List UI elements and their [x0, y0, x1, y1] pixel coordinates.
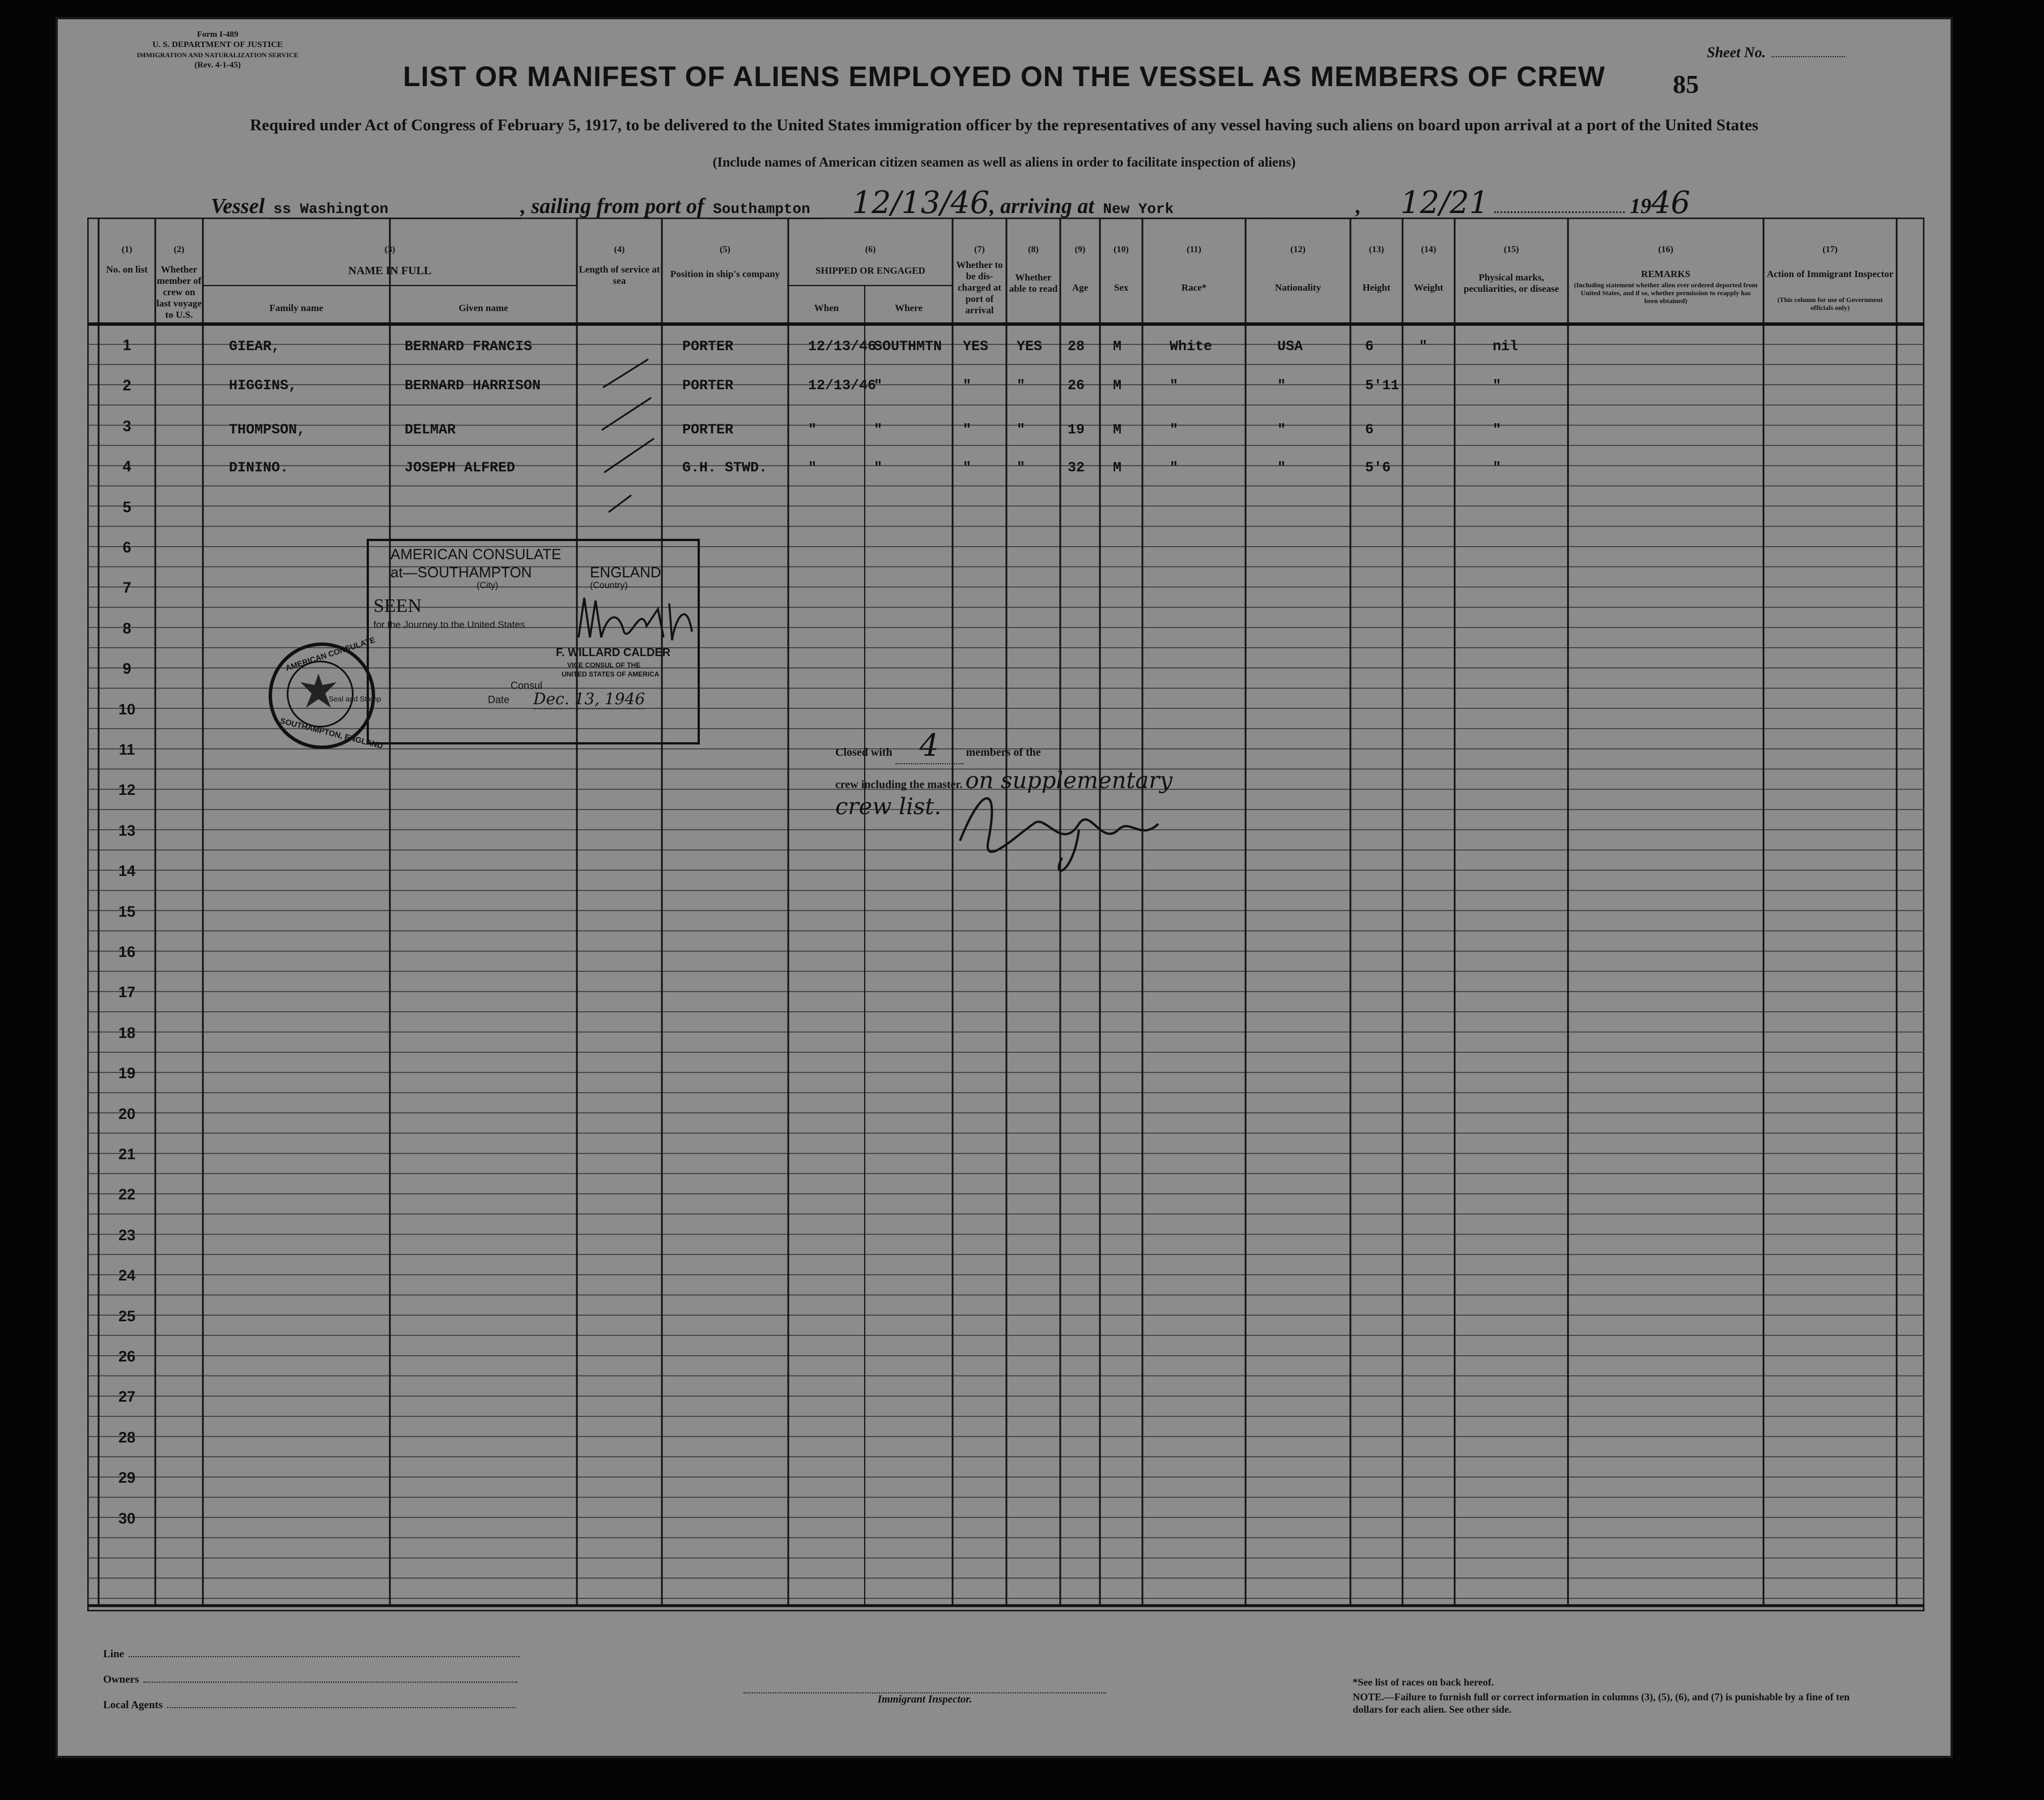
crew-position: PORTER [682, 422, 734, 438]
row-number: 26 [118, 1348, 136, 1365]
crew-race: White [1170, 338, 1213, 355]
crew-age: 28 [1068, 338, 1085, 355]
row-number: 27 [118, 1388, 136, 1406]
arrival-date: 12/21 [1400, 185, 1489, 220]
crew-discharged: " [963, 422, 972, 438]
sheet-number: Sheet No. [1707, 44, 1845, 61]
crew-nationality: " [1277, 459, 1286, 476]
inspector-signature-line: Immigrant Inspector. [743, 1692, 1106, 1706]
form-dept: U. S. DEPARTMENT OF JUSTICE [152, 40, 283, 49]
consul-signature [573, 586, 698, 649]
row-number: 5 [122, 498, 131, 516]
crew-given-name: DELMAR [405, 422, 456, 438]
row-number: 4 [122, 458, 131, 475]
sailing-date: 12/13/46 [852, 185, 990, 220]
crew-table [87, 218, 1924, 1611]
voyage-line: Vessel ss Washington , sailing from port of Southampton 12/13/46, arriving at New York , 12/21 1946 [211, 185, 1690, 220]
row-number: 22 [118, 1186, 136, 1203]
col-num: (17) [1822, 245, 1838, 254]
crew-family-name: THOMPSON, [229, 422, 306, 438]
crew-weight: " [1419, 338, 1428, 355]
header-height: Height [1362, 282, 1391, 293]
crew-race: " [1170, 422, 1179, 438]
crew-height: 6 [1365, 338, 1374, 355]
manifest-sheet [56, 17, 1953, 1758]
row-number: 23 [118, 1226, 136, 1244]
crew-position: PORTER [682, 338, 734, 355]
row-number: 15 [118, 903, 136, 920]
crew-age: 32 [1068, 459, 1085, 476]
crew-able-to-read: " [1017, 422, 1026, 438]
header-remarks: REMARKS [1641, 269, 1690, 279]
stamp-date: Dec. 13, 1946 [533, 690, 645, 708]
subtitle: Required under Act of Congress of February 5, 1917, to be delivered to the United States immigration officer by the representatives of any vessel having such aliens on board upon arrival at a port of the United States [250, 116, 1758, 134]
arrival-port: New York [1099, 201, 1355, 219]
crew-position: PORTER [682, 377, 734, 394]
col-num: (2) [173, 245, 185, 254]
header-remarks-note: (Including statement whether alien ever ordered deported from United States, and if so, whether permission to reapply has been obtained) [1574, 281, 1758, 305]
crew-physical-marks: " [1493, 377, 1502, 394]
crew-shipped-when: " [808, 422, 817, 438]
row-number: 24 [118, 1267, 136, 1284]
col-num: (16) [1658, 245, 1673, 254]
col-num: (9) [1074, 245, 1086, 254]
crew-discharged: YES [963, 338, 989, 355]
crew-height: 5'6 [1365, 459, 1391, 476]
row-number: 20 [118, 1105, 136, 1122]
vessel-name: ss Washington [270, 201, 521, 219]
crew-sex: M [1113, 422, 1122, 438]
crew-given-name: BERNARD FRANCIS [405, 338, 533, 355]
header-race: Race* [1181, 282, 1207, 293]
consulate-seal: AMERICAN CONSULATE Seal and Stamp SOUTHAMPTON, ENGLAND [269, 642, 375, 749]
col-num: (15) [1503, 245, 1519, 254]
crew-race: " [1170, 377, 1179, 394]
col-num: (6) [865, 245, 876, 254]
col-num: (8) [1028, 245, 1039, 254]
header-able-read: Whether able to read [1009, 272, 1058, 294]
crew-family-name: DININO. [229, 459, 289, 476]
header-name-in-full: NAME IN FULL [348, 265, 432, 277]
row-number: 12 [118, 781, 136, 799]
header-when: When [814, 303, 839, 313]
header-action-note: (This column for use of Government officials only) [1777, 296, 1883, 312]
header-sex: Sex [1114, 282, 1129, 293]
eagle-icon [287, 661, 354, 727]
row-number: 2 [122, 377, 131, 394]
form-number: Form I-489 [197, 30, 239, 39]
row-number: 13 [118, 822, 136, 839]
header-discharged: Whether to be dis-charged at port of arrival [956, 259, 1003, 316]
crew-height: 6 [1365, 422, 1374, 438]
closed-note: Closed with 4 members of the crew including the master. on supplementary crew list. [835, 727, 1172, 820]
crew-sex: M [1113, 377, 1122, 394]
row-number: 17 [118, 984, 136, 1001]
crew-given-name: BERNARD HARRISON [405, 377, 541, 394]
footer-owners: Owners [103, 1674, 517, 1686]
subnote: (Include names of American citizen seamen as well as aliens in order to facilitate inspection of aliens) [712, 155, 1296, 170]
crew-family-name: HIGGINS, [229, 377, 298, 394]
row-number: 21 [118, 1146, 136, 1163]
col-num: (7) [974, 245, 985, 254]
crew-nationality: " [1277, 422, 1286, 438]
header-position: Position in ship's company [670, 269, 780, 279]
crew-discharged: " [963, 459, 972, 476]
master-signature [949, 773, 1187, 886]
crew-discharged: " [963, 377, 972, 394]
header-age: Age [1072, 282, 1089, 293]
form-rev: (Rev. 4-1-45) [194, 61, 241, 70]
col-num: (10) [1114, 245, 1129, 254]
crew-age: 26 [1068, 377, 1085, 394]
header-no-on-list: No. on list [106, 264, 148, 275]
crew-list-note: crew list. [835, 794, 942, 820]
header-length-service: Length of service at sea [579, 264, 660, 286]
races-note: *See list of races on back hereof. [1353, 1676, 1494, 1688]
crew-able-to-read: " [1017, 377, 1026, 394]
crew-able-to-read: YES [1017, 338, 1043, 355]
col-num: (1) [121, 245, 133, 254]
crew-able-to-read: " [1017, 459, 1026, 476]
crew-given-name: JOSEPH ALFRED [405, 459, 516, 476]
row-number: 28 [118, 1428, 136, 1446]
departure-port: Southampton [709, 201, 824, 219]
col-num: (3) [384, 245, 396, 254]
crew-physical-marks: " [1493, 422, 1502, 438]
crew-physical-marks: " [1493, 459, 1502, 476]
row-number: 25 [118, 1307, 136, 1325]
form-service: IMMIGRATION AND NATURALIZATION SERVICE [137, 51, 299, 59]
crew-shipped-where: SOUTHMTN [874, 338, 942, 355]
row-number: 30 [118, 1509, 136, 1527]
row-number: 10 [118, 700, 136, 718]
header-physical: Physical marks, peculiarities, or disease [1463, 272, 1559, 294]
row-number: 1 [122, 337, 131, 354]
check-marks [597, 354, 665, 524]
page-number: 85 [1673, 70, 1699, 99]
consulate-stamp: AMERICAN CONSULATE at—SOUTHAMPTON ENGLAND (City) (Country) SEEN for the Journey to the United States F. WILLARD CALDER VICE CONSUL OF THE UNITED STATES OF AMERICA Consul Date Dec. 13, 1946 [367, 539, 700, 744]
row-number: 8 [122, 619, 131, 637]
header-member-prev: Whether member of crew on last voyage to U.S. [156, 264, 202, 320]
row-number: 16 [118, 943, 136, 960]
crew-shipped-where: " [874, 459, 883, 476]
crew-shipped-where: " [874, 422, 883, 438]
col-num: (12) [1290, 245, 1306, 254]
crew-position: G.H. STWD. [682, 459, 768, 476]
header-action: Action of Immigrant Inspector [1766, 269, 1894, 279]
supplementary-note: on supplementary [965, 768, 1172, 794]
crew-height: 5'11 [1365, 377, 1400, 394]
footer-line: Line [103, 1648, 520, 1661]
row-number: 14 [118, 862, 136, 880]
crew-nationality: " [1277, 377, 1286, 394]
crew-shipped-when: 12/13/46 [808, 377, 877, 394]
arrival-year: 46 [1651, 185, 1690, 220]
crew-shipped-when: " [808, 459, 817, 476]
header-where: Where [895, 303, 923, 313]
header-shipped: SHIPPED OR ENGAGED [815, 265, 925, 276]
header-given-name: Given name [458, 303, 508, 313]
page-title: LIST OR MANIFEST OF ALIENS EMPLOYED ON THE VESSEL AS MEMBERS OF CREW [403, 61, 1605, 92]
row-number: 3 [122, 417, 131, 435]
header-family-name: Family name [269, 303, 324, 313]
fine-note: NOTE.—Failure to furnish full or correct information in columns (3), (5), (6), and (7) is punishable by a fine of ten dollars for each alien. See other side. [1353, 1691, 1850, 1715]
col-num: (14) [1421, 245, 1437, 254]
row-number: 18 [118, 1024, 136, 1041]
col-num: (13) [1369, 245, 1384, 254]
table-grid [87, 218, 1924, 1611]
crew-family-name: GIEAR, [229, 338, 281, 355]
row-number: 7 [122, 579, 131, 597]
crew-nationality: USA [1277, 338, 1303, 355]
crew-shipped-when: 12/13/46 [808, 338, 877, 355]
footer-agents: Local Agents [103, 1699, 516, 1712]
row-number: 11 [118, 741, 135, 758]
row-number: 6 [122, 539, 131, 556]
crew-count: 4 [895, 727, 963, 764]
col-num: (5) [720, 245, 730, 254]
crew-age: 19 [1068, 422, 1085, 438]
crew-sex: M [1113, 338, 1122, 355]
header-weight: Weight [1414, 282, 1443, 293]
col-num: (4) [614, 245, 625, 254]
header-nationality: Nationality [1274, 282, 1321, 293]
row-number: 9 [122, 660, 131, 678]
row-number: 29 [118, 1469, 136, 1487]
crew-sex: M [1113, 459, 1122, 476]
row-number: 19 [118, 1065, 136, 1082]
crew-race: " [1170, 459, 1179, 476]
crew-physical-marks: nil [1493, 338, 1519, 355]
col-num: (11) [1187, 245, 1201, 254]
crew-shipped-where: " [874, 377, 883, 394]
